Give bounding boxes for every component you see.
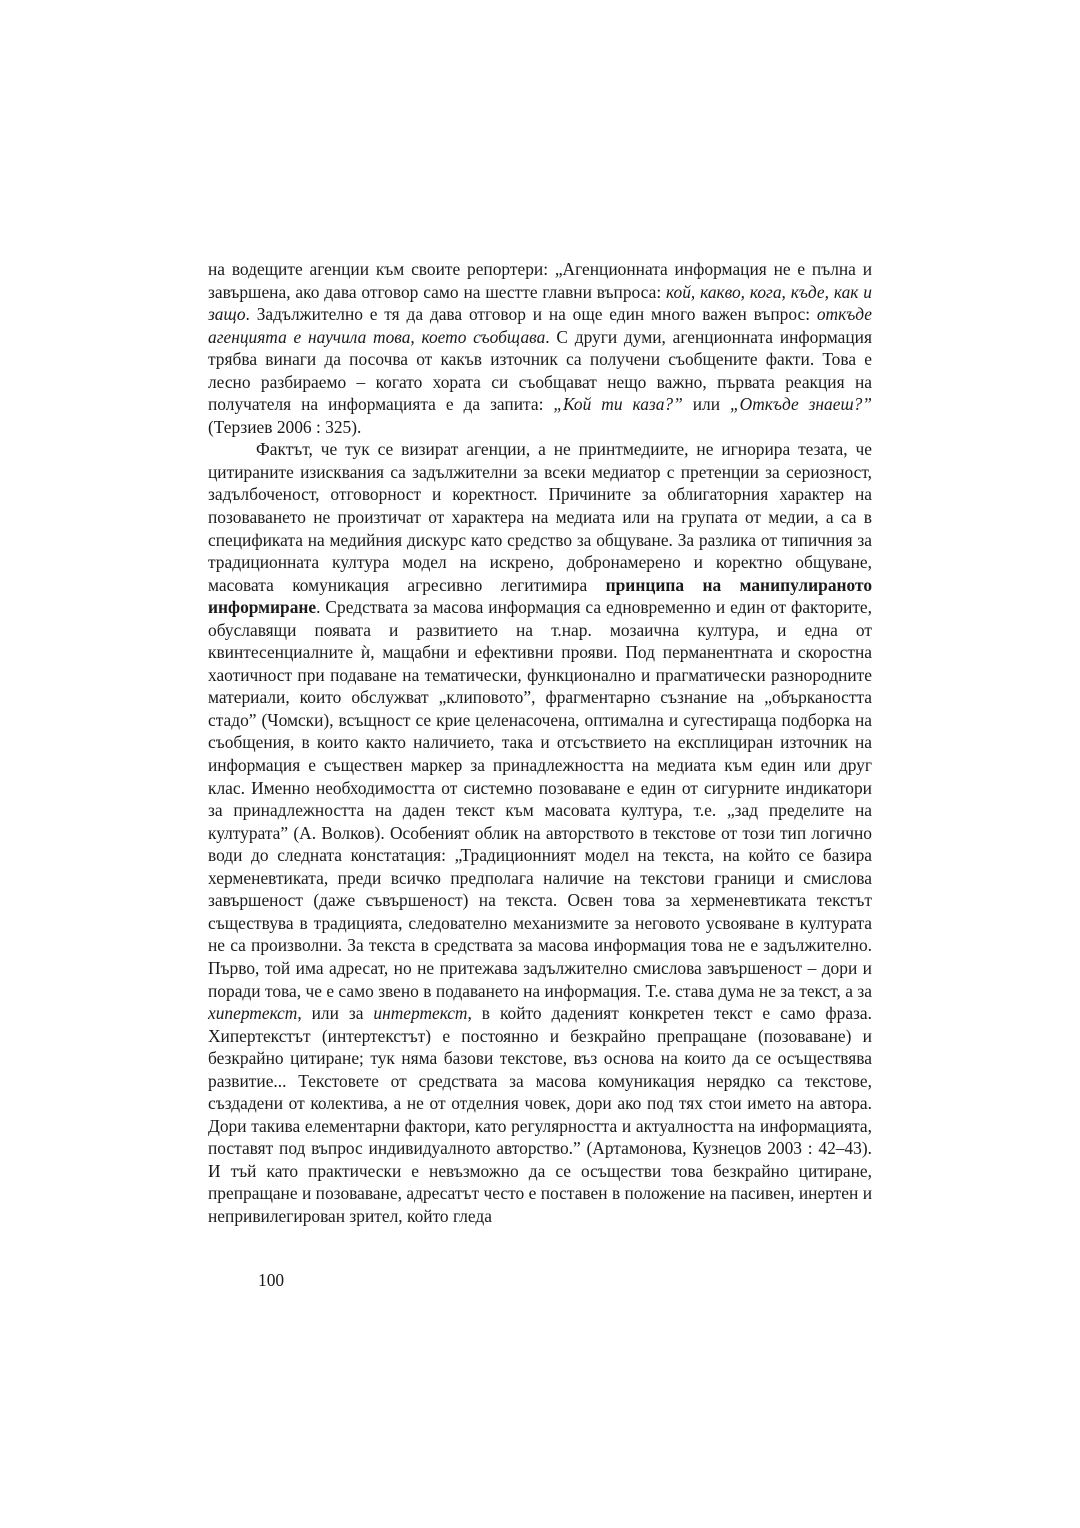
page-number: 100 (258, 1270, 285, 1290)
text-run: Фактът, че тук се визират агенции, а не принтмедиите, не игнорира тезата, че цитираните изисквания са задължителни за всеки медиатор с претенции за сериозност, задълбоченост, отговорност и коректност. Причините за облигаторния характер на позоваването не произтичат от характера на медиата или на групата от медии, а са в спецификата на медийния дискурс като средство за общуване. За разлика от типичния за традиционната култура модел на искрено, добронамерено и коректно общуване, масовата комуникация агресивно легитимира (208, 439, 872, 595)
italic-run: кой, какво, кога, къде, как и защо (208, 281, 872, 325)
bold-run: принципа на манипулираното информиране (208, 574, 873, 618)
text-run: , или за (297, 1003, 374, 1024)
italic-run: интертекст (373, 1003, 468, 1024)
italic-run: „Кой ти каза?” (553, 394, 683, 415)
text-run: . Задължително е тя да дава отговор и на още един много важен въпрос: (245, 304, 817, 325)
paragraph-continued (208, 258, 872, 438)
text-run: на водещите агенции към своите репортери: „Агенционната информация не е пълна и завършена, ако дава отговор само на шестте главни въпроса: (208, 259, 872, 302)
text-run: . Средствата за масова информация са едновременно и един от факторите, обуславящи появата и развитието на т.нар. мозаична култура, и една от квинтесенциалните ѝ, мащабни и ефективни прояви. Под перманентната и скоростна хаотичност при подаване на тематически, функционално и прагматически разнородните материали, които обслужват „клиповото”, фрагментарно съзнание на „объркаността стадо” (Чомски), всъщност се крие целенасочена, оптимална и сугестираща подборка на съобщения, в които както наличието, така и отсъствието на експлициран източник на информация е съществен маркер за принадлежността на медиата към един или друг клас. Именно необходимостта от системно позоваване е един от сигурните индикатори за принадлежността на даден текст към масовата култура, т.е. „зад пределите на културата” (А. Волков). Особеният облик на авторството в текстове от този тип логично води до следната констатация: „Традиционният модел на текста, на който се базира херменевтиката, преди всичко предполага наличие на текстови граници и смислова завършеност (даже съвършеност) на текста. Освен това за херменевтиката текстът съществува в традицията, следователно механизмите за неговото усвояване в културата не са произволни. За текста в средствата за масова информация това не е задължително. Първо, той има адресат, но не притежава задължително смислова завършеност – дори и поради това, че е само звено в подаването на информация. Т.е. става дума не за текст, а за (208, 597, 872, 1001)
text-run: (Терзиев 2006 : 325). (208, 416, 362, 437)
body-text (208, 258, 872, 1228)
text-run: . С други думи, агенционната информация трябва винаги да посочва от какъв източник са получени съобщените факти. Това е лесно разбираемо – когато хората си съобщават нещо важно, първата реакция на получателя на информацията е да запита: (208, 326, 872, 415)
italic-run: „Откъде знаеш?” (730, 394, 872, 415)
italic-run: хипертекст (208, 1003, 298, 1024)
italic-run: откъде агенцията е научила това, което съобщава (208, 304, 872, 347)
paragraph (208, 438, 872, 1227)
text-run: или (682, 394, 730, 415)
text-run: , в който даденият конкретен текст е само фраза. Хипертекстът (интертекстът) е постоянно и безкрайно препращане (позоваване) и безкрайно цитиране; тук няма базови текстове, въз основа на които да се осъществява развитие... Текстовете от средствата за масова комуникация нерядко са текстове, създадени от колектива, а не от отделния човек, дори ако под тях стои името на автора. Дори такива елементарни фактори, като регулярността и актуалността на информацията, поставят под въпрос индивидуалното авторство.” (Артамонова, Кузнецов 2003 : 42–43). И тъй като практически е невъзможно да се осъществи това безкрайно цитиране, препращане и позоваване, адресатът често е поставен в положение на пасивен, инертен и непривилегирован зрител, който гледа (208, 1003, 872, 1226)
